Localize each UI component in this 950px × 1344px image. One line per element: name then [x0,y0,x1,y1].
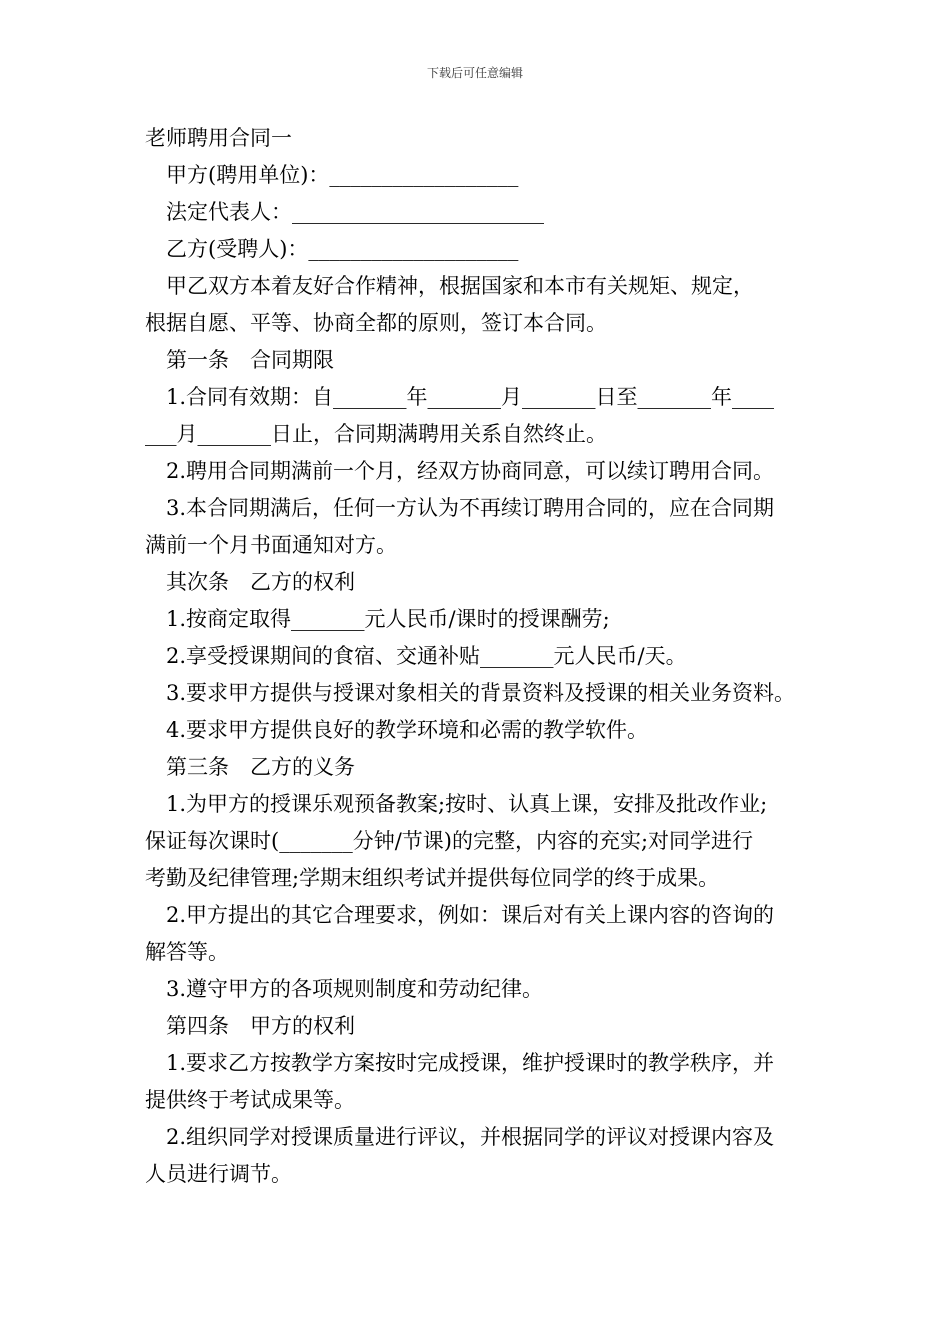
document-body [145,120,821,1193]
text-line: 人员进行调节。 [145,1162,292,1186]
text-line: 老师聘用合同一 [145,126,292,150]
text-line: 保证每次课时(_______分钟/节课)的完整，内容的充实;对同学进行 [145,829,754,853]
text-line: 2.组织同学对授课质量进行评议，并根据同学的评议对授课内容及 [166,1125,775,1149]
text-line: ___月_______日止，合同期满聘用关系自然终止。 [145,422,607,446]
text-line: 1.要求乙方按教学方案按时完成授课，维护授课时的教学秩序，并 [166,1051,775,1075]
text-line: 2.享受授课期间的食宿、交通补贴_______元人民币/天。 [166,644,687,668]
text-line: 2.聘用合同期满前一个月，经双方协商同意，可以续订聘用合同。 [166,459,775,483]
text-line: 满前一个月书面通知对方。 [145,533,397,557]
text-line: 法定代表人：________________________ [166,200,544,224]
text-line: 4.要求甲方提供良好的教学环境和必需的教学软件。 [166,718,649,742]
text-line: 甲方(聘用单位)：__________________ [166,163,519,187]
text-line: 3.本合同期满后，任何一方认为不再续订聘用合同的，应在合同期 [166,496,775,520]
text-line: 第三条 乙方的义务 [166,755,355,779]
text-line: 2.甲方提出的其它合理要求，例如：课后对有关上课内容的咨询的 [166,903,775,927]
text-line: 第一条 合同期限 [166,348,334,372]
text-line: 其次条 乙方的权利 [166,570,355,594]
text-line: 根据自愿、平等、协商全都的原则，签订本合同。 [145,311,607,335]
text-line: 1.为甲方的授课乐观预备教案;按时、认真上课，安排及批改作业; [166,792,768,816]
page-header: 下载后可任意编辑 [426,66,523,80]
text-line: 考勤及纪律管理;学期末组织考试并提供每位同学的终于成果。 [145,866,720,890]
text-line: 第四条 甲方的权利 [166,1014,355,1038]
text-line: 甲乙双方本着友好合作精神，根据国家和本市有关规矩、规定， [166,274,754,298]
text-line: 1.合同有效期：自_______年_______月_______日至_______年____ [166,385,775,409]
text-line: 3.遵守甲方的各项规则制度和劳动纪律。 [166,977,544,1001]
text-line: 乙方(受聘人)：____________________ [166,237,519,261]
text-line: 提供终于考试成果等。 [145,1088,355,1112]
text-line: 1.按商定取得_______元人民币/课时的授课酬劳; [166,607,610,631]
text-line: 解答等。 [145,940,229,964]
text-line: 3.要求甲方提供与授课对象相关的背景资料及授课的相关业务资料。 [166,681,796,705]
